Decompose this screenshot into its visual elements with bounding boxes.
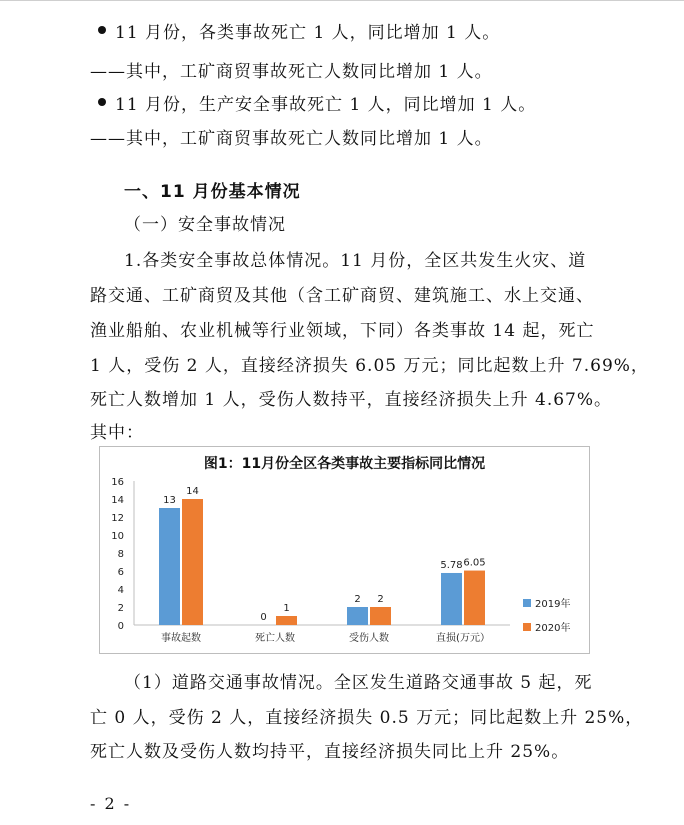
subheading: （一）安全事故情况 xyxy=(124,215,286,235)
bullet-icon xyxy=(98,26,106,34)
bar-2020 xyxy=(276,616,297,625)
bar-2019 xyxy=(159,508,180,625)
summary-line-1: 11 月份，各类事故死亡 1 人，同比增加 1 人。 xyxy=(115,23,501,43)
y-tick-label: 4 xyxy=(117,585,124,596)
page-number: - 2 - xyxy=(90,794,132,813)
paragraph-line: 渔业船舶、农业机械等行业领域，下同）各类事故 14 起，死亡 xyxy=(90,321,595,341)
data-label: 2 xyxy=(377,594,384,605)
data-label: 14 xyxy=(186,486,199,497)
summary-line-4: ——其中，工矿商贸事故死亡人数同比增加 1 人。 xyxy=(90,129,493,149)
paragraph-line: 死亡人数及受伤人数均持平，直接经济损失同比上升 25%。 xyxy=(90,742,570,762)
x-category-label: 直损(万元） xyxy=(436,633,490,644)
bullet-icon xyxy=(98,98,106,106)
legend-label: 2020年 xyxy=(535,623,571,634)
data-label: 1 xyxy=(283,603,290,614)
y-tick-label: 16 xyxy=(111,477,124,488)
bar-2020 xyxy=(182,499,203,625)
section-heading: 一、11 月份基本情况 xyxy=(124,182,301,202)
x-category-label: 事故起数 xyxy=(161,633,201,644)
top-border xyxy=(0,0,684,1)
data-label: 6.05 xyxy=(463,557,486,569)
data-label: 13 xyxy=(163,495,176,506)
bar-2019 xyxy=(441,573,462,625)
y-tick-label: 6 xyxy=(117,567,124,578)
summary-line-3: 11 月份，生产安全事故死亡 1 人，同比增加 1 人。 xyxy=(115,95,537,115)
legend-swatch xyxy=(523,623,531,631)
legend-label: 2019年 xyxy=(535,599,571,610)
paragraph-line: 其中： xyxy=(90,423,144,443)
chart-title: 图1：11月份全区各类事故主要指标同比情况 xyxy=(203,456,486,472)
summary-line-2: ——其中，工矿商贸事故死亡人数同比增加 1 人。 xyxy=(90,62,493,82)
paragraph-line: 路交通、工矿商贸及其他（含工矿商贸、建筑施工、水上交通、 xyxy=(90,286,594,306)
y-tick-label: 14 xyxy=(111,495,124,506)
y-tick-label: 10 xyxy=(111,531,124,542)
y-tick-label: 0 xyxy=(117,621,124,632)
bar-2020 xyxy=(370,607,391,625)
bar-chart xyxy=(100,447,589,653)
data-label: 2 xyxy=(354,594,361,605)
bar-2020 xyxy=(464,571,485,625)
paragraph-line: 死亡人数增加 1 人，受伤人数持平，直接经济损失上升 4.67%。 xyxy=(90,390,613,410)
paragraph-line: 1.各类安全事故总体情况。11 月份，全区共发生火灾、道 xyxy=(124,251,587,271)
paragraph-line: （1）道路交通事故情况。全区发生道路交通事故 5 起，死 xyxy=(124,673,593,693)
legend-swatch xyxy=(523,599,531,607)
y-tick-label: 12 xyxy=(111,513,124,524)
chart-container xyxy=(99,446,590,654)
data-label: 0 xyxy=(260,612,267,623)
x-category-label: 死亡人数 xyxy=(255,633,295,644)
y-tick-label: 8 xyxy=(117,549,124,560)
data-label: 5.78 xyxy=(440,559,463,571)
x-category-label: 受伤人数 xyxy=(349,633,389,644)
paragraph-line: 1 人，受伤 2 人，直接经济损失 6.05 万元；同比起数上升 7.69%， xyxy=(90,356,649,376)
paragraph-line: 亡 0 人，受伤 2 人，直接经济损失 0.5 万元；同比起数上升 25%， xyxy=(90,708,644,728)
bar-2019 xyxy=(347,607,368,625)
y-tick-label: 2 xyxy=(117,603,124,614)
